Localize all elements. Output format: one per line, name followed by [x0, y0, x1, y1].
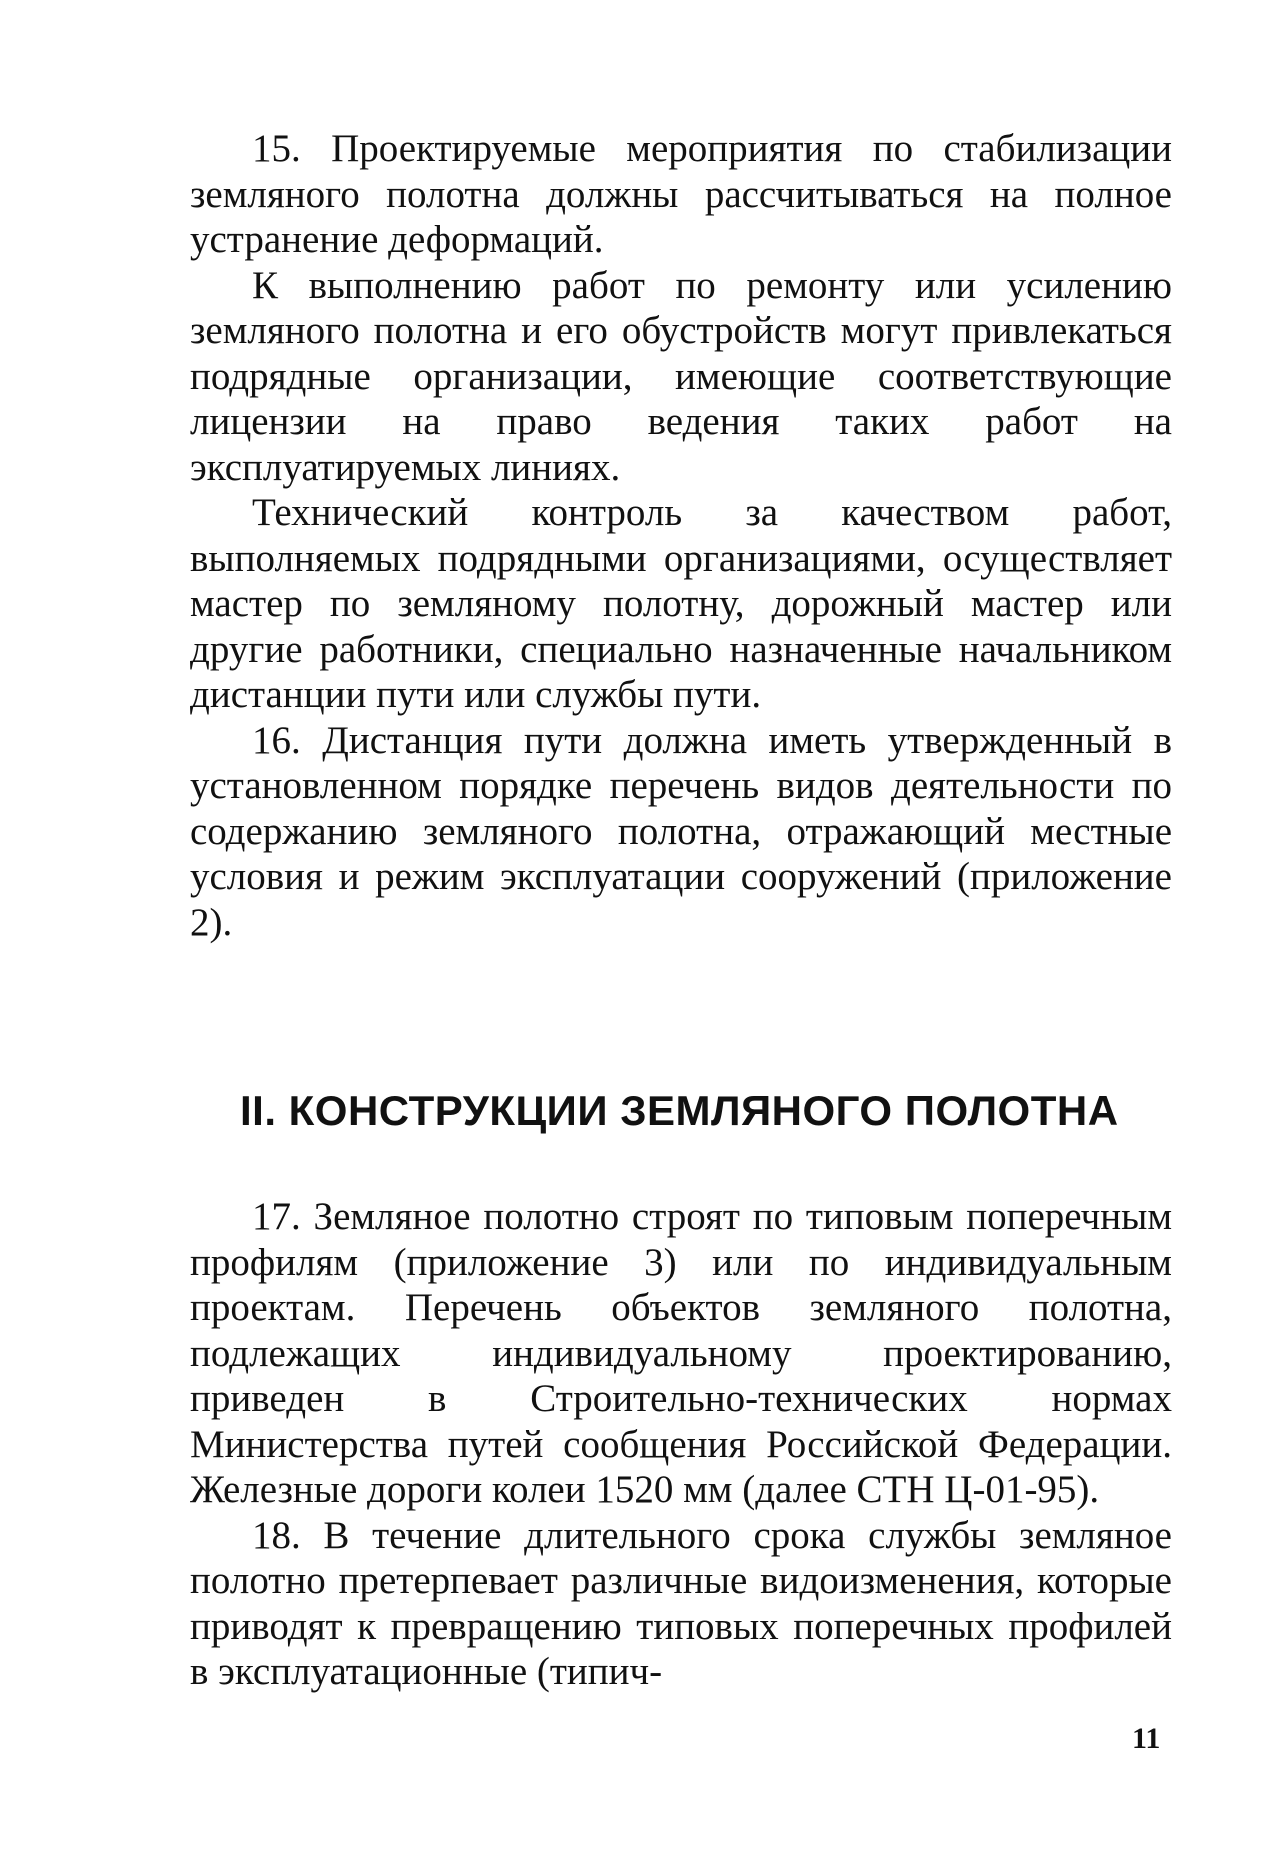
paragraph-18: 18. В течение длительного срока службы земляное полотно претерпевает различные видоизменения, которые приводят к превращению типовых поперечных профилей в эксплуатационные (типич-: [190, 1513, 1172, 1693]
paragraph-technical-control: Технический контроль за качеством работ, выполняемых подрядными организациями, осуществляет мастер по земляному полотну, дорожный мастер или другие работники, специально назначенные начальником дистанции пути или службы пути.: [190, 491, 1172, 716]
paragraph-17: 17. Земляное полотно строят по типовым поперечным профилям (приложение 3) или по индивидуальным проектам. Перечень объектов земляного полотна, подлежащих индивидуальному проектированию, приведен в Строительно-технических нормах Министерства путей сообщения Российской Федерации. Железные дороги колеи 1520 мм (далее СТН Ц-01-95).: [190, 1195, 1172, 1511]
page-number: 11: [1132, 1722, 1161, 1755]
section-1-text: [190, 126, 1172, 945]
section-2-text: [190, 1194, 1172, 1695]
paragraph-16: 16. Дистанция пути должна иметь утвержденный в установленном порядке перечень видов деятельности по содержанию земляного полотна, отражающий местные условия и режим эксплуатации сооружений (приложение 2).: [190, 718, 1172, 944]
paragraph-contractors: К выполнению работ по ремонту или усилению земляного полотна и его обустройств могут привлекаться подрядные организации, имеющие соответствующие лицензии на право ведения таких работ на эксплуатируемых линиях.: [190, 263, 1172, 489]
paragraph-15: 15. Проектируемые мероприятия по стабилизации земляного полотна должны рассчитываться на полное устранение деформаций.: [190, 127, 1172, 261]
section-heading: II. КОНСТРУКЦИИ ЗЕМЛЯНОГО ПОЛОТНА: [240, 1087, 1119, 1134]
